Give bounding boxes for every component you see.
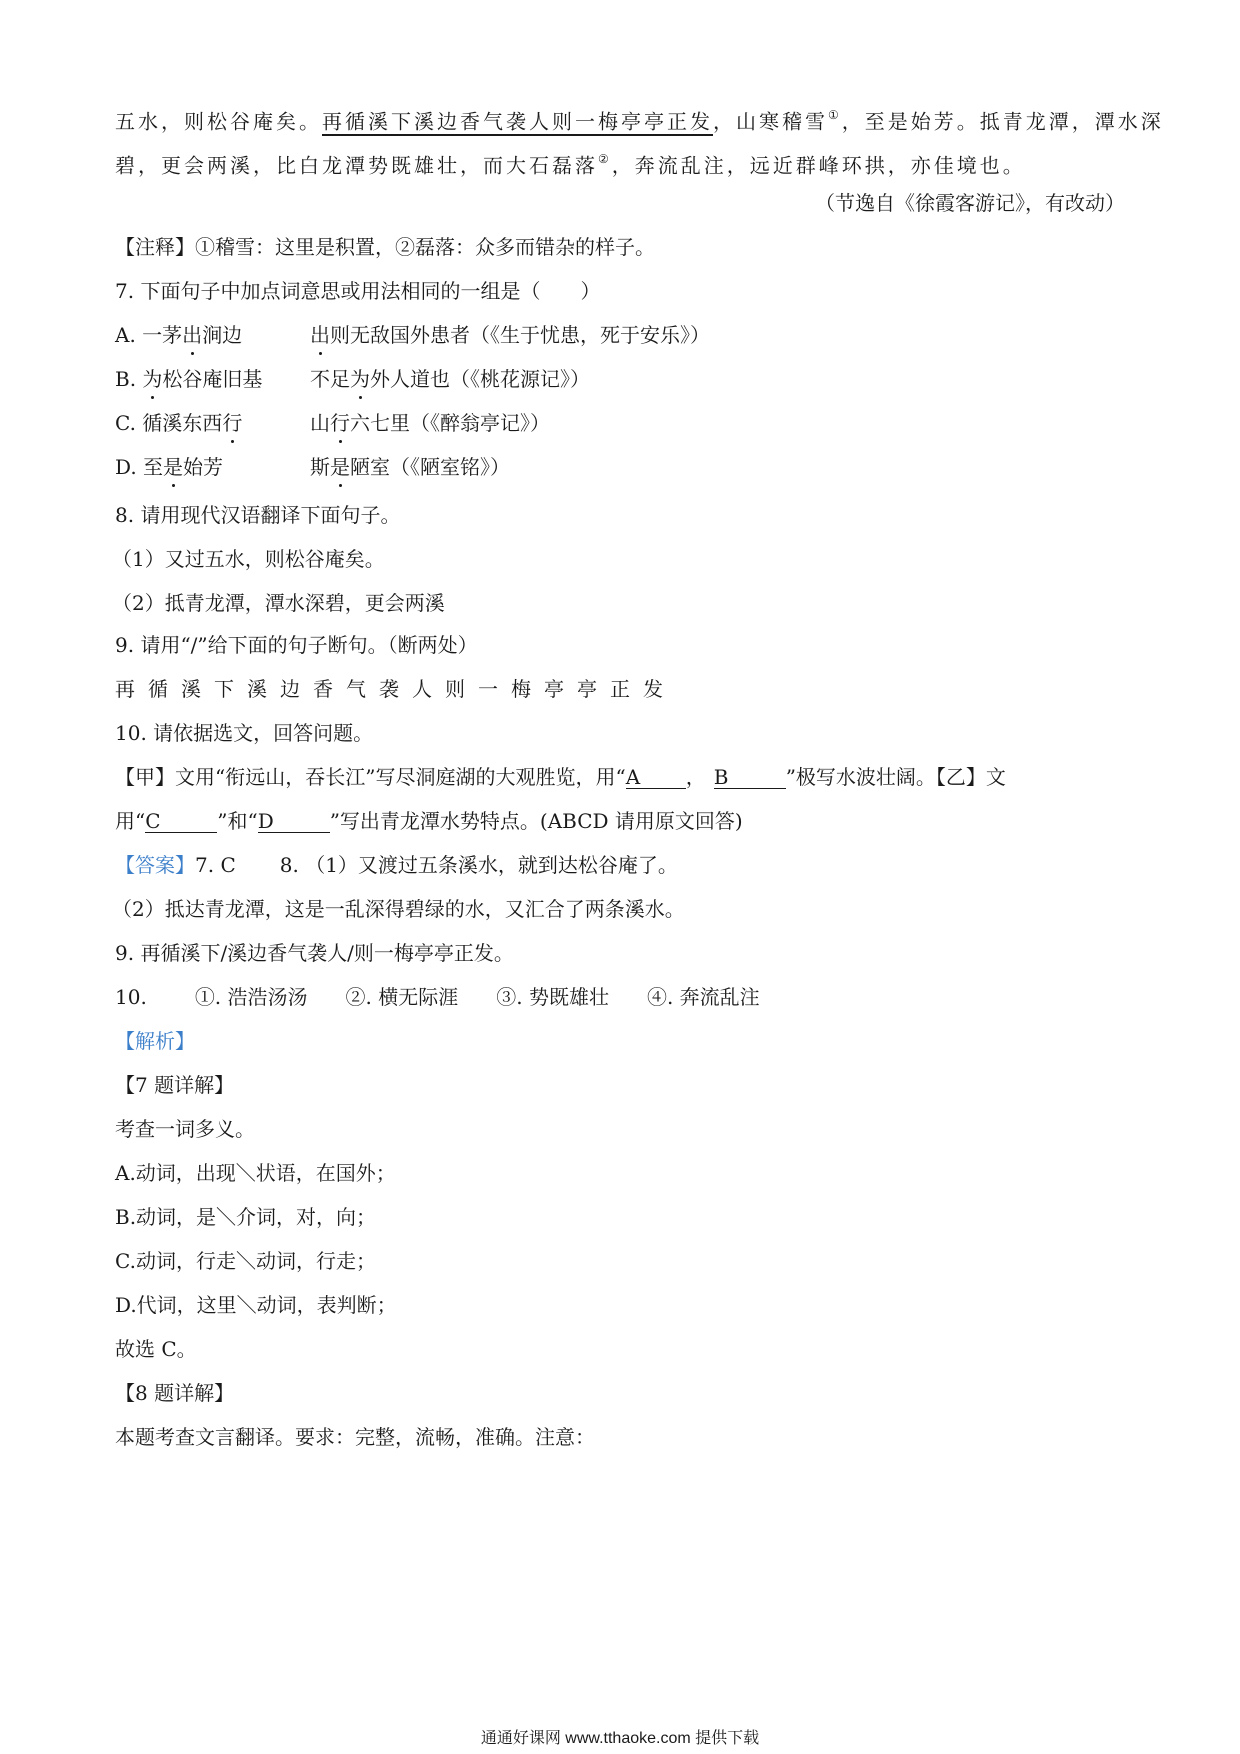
detail-7-heading: 【7 题详解】 (115, 1073, 235, 1097)
option-text: 不足 (310, 367, 350, 391)
answer-10-item: ①. 浩浩汤汤 (194, 985, 308, 1009)
analysis-text: 考查一词多义。 (115, 1117, 255, 1141)
passage-text: 五水，则松谷庵矣。 (115, 109, 322, 134)
option-label: B. (115, 367, 143, 391)
dotted-word: 为 (142, 364, 162, 394)
blank-a[interactable]: A (626, 766, 686, 789)
source-citation: （节逸自《徐霞客游记》，有改动） (815, 191, 1125, 215)
option-label: C. 循溪东西 (115, 411, 223, 435)
passage-line-2 (115, 146, 1026, 181)
dotted-word: 出 (182, 320, 202, 350)
dotted-word: 是 (330, 452, 350, 482)
analysis-option-d: D.代词，这里＼动词，表判断； (115, 1293, 397, 1317)
footnote-marker: ① (828, 108, 842, 122)
option-label: D. 至 (115, 455, 164, 479)
option-text: 涧边 (202, 323, 243, 347)
analysis-choice: 故选 C。 (115, 1337, 197, 1361)
option-a-compare (310, 320, 710, 350)
option-text: 六七里（《醉翁亭记》） (350, 411, 550, 435)
q10-text: ， (685, 765, 706, 789)
answer-10-number: 10. (115, 985, 147, 1009)
passage-text: 碧，更会两溪，比白龙潭势既雄壮，而大石磊落 (115, 153, 598, 178)
blank-d[interactable]: D (258, 810, 330, 833)
option-text: 陋室（《陋室铭》） (350, 455, 510, 479)
analysis-option-a: A.动词，出现＼状语，在国外； (115, 1161, 396, 1185)
q10-text: ”极写水波壮阔。【乙】文 (785, 765, 1006, 789)
passage-line-1 (115, 102, 1164, 137)
footnote-marker: ② (598, 152, 612, 166)
question-8-stem: 8. 请用现代汉语翻译下面句子。 (115, 503, 401, 527)
q10-line-2 (115, 806, 743, 836)
question-10-stem: 10. 请依据选文，回答问题。 (115, 721, 374, 745)
answer-tag: 【答案】 (115, 853, 195, 877)
q8-sentence-1: （1）又过五水，则松谷庵矣。 (112, 547, 385, 571)
page-footer: 通通好课网 www.tthaoke.com 提供下载 (480, 1730, 760, 1747)
q8-sentence-2: （2）抵青龙潭，潭水深碧，更会两溪 (112, 591, 445, 615)
answer-10 (115, 982, 760, 1012)
option-text: 始芳 (183, 455, 224, 479)
analysis-tag: 【解析】 (115, 1029, 195, 1053)
underlined-sentence: 再循溪下溪边香气袭人则一梅亭亭正发 (322, 109, 713, 134)
q10-text: ”和“ (217, 809, 258, 833)
dotted-word: 是 (163, 452, 183, 482)
option-d (115, 452, 223, 482)
question-7-stem: 7. 下面句子中加点词意思或用法相同的一组是（ ） (115, 279, 601, 303)
answer-10-item: ③. 势既雄壮 (496, 985, 609, 1009)
dotted-word: 为 (350, 364, 370, 394)
analysis-option-c: C.动词，行走＼动词，行走； (115, 1249, 376, 1273)
passage-text: ，至是始芳。抵青龙潭，潭水深 (841, 109, 1164, 134)
option-label: A. 一茅 (115, 323, 183, 347)
passage-text: ，山寒稽雪 (713, 109, 828, 134)
option-text: 松谷庵旧基 (162, 367, 263, 391)
option-b (115, 364, 262, 394)
answer-8-2: （2）抵达青龙潭，这是一乱深得碧绿的水，又汇合了两条溪水。 (112, 897, 685, 921)
option-a (115, 320, 242, 350)
answer-9: 9. 再循溪下/溪边香气袭人/则一梅亭亭正发。 (115, 941, 514, 965)
option-b-compare (310, 364, 590, 394)
q10-text: 【甲】文用“衔远山，吞长江”写尽洞庭湖的大观胜览，用“ (115, 765, 626, 789)
answer-7: 7. C (195, 853, 236, 877)
analysis-text-8: 本题考查文言翻译。要求：完整，流畅，准确。注意： (115, 1425, 595, 1449)
option-text: 则无敌国外患者（《生于忧患，死于安乐》） (330, 323, 710, 347)
dotted-word: 行 (222, 408, 242, 438)
dotted-word: 出 (310, 320, 330, 350)
answer-10-item: ④. 奔流乱注 (646, 985, 760, 1009)
option-d-compare (310, 452, 510, 482)
q9-sentence: 再循溪下溪边香气袭人则一梅亭亭正发 (115, 677, 676, 701)
annotation-note: 【注释】①稽雪：这里是积置，②磊落：众多而错杂的样子。 (115, 235, 655, 259)
detail-8-heading: 【8 题详解】 (115, 1381, 235, 1405)
answer-10-item: ②. 横无际涯 (345, 985, 459, 1009)
option-text: 山 (310, 411, 330, 435)
q10-line-1 (115, 762, 1006, 792)
analysis-option-b: B.动词，是＼介词，对，向； (115, 1205, 377, 1229)
blank-c[interactable]: C (145, 810, 217, 833)
question-9-stem: 9. 请用“/”给下面的句子断句。（断两处） (115, 633, 478, 657)
answer-line-1 (115, 850, 678, 880)
dotted-word: 行 (330, 408, 350, 438)
q10-text: ”写出青龙潭水势特点。(ABCD 请用原文回答) (329, 809, 743, 833)
option-c (115, 408, 242, 438)
option-c-compare (310, 408, 550, 438)
passage-text: ，奔流乱注，远近群峰环拱，亦佳境也。 (611, 153, 1026, 178)
option-text: 外人道也（《桃花源记》） (370, 367, 590, 391)
q10-text: 用“ (115, 809, 146, 833)
answer-8-1: 8. （1）又渡过五条溪水，就到达松谷庵了。 (279, 853, 678, 877)
option-text: 斯 (310, 455, 330, 479)
blank-b[interactable]: B (714, 766, 786, 789)
